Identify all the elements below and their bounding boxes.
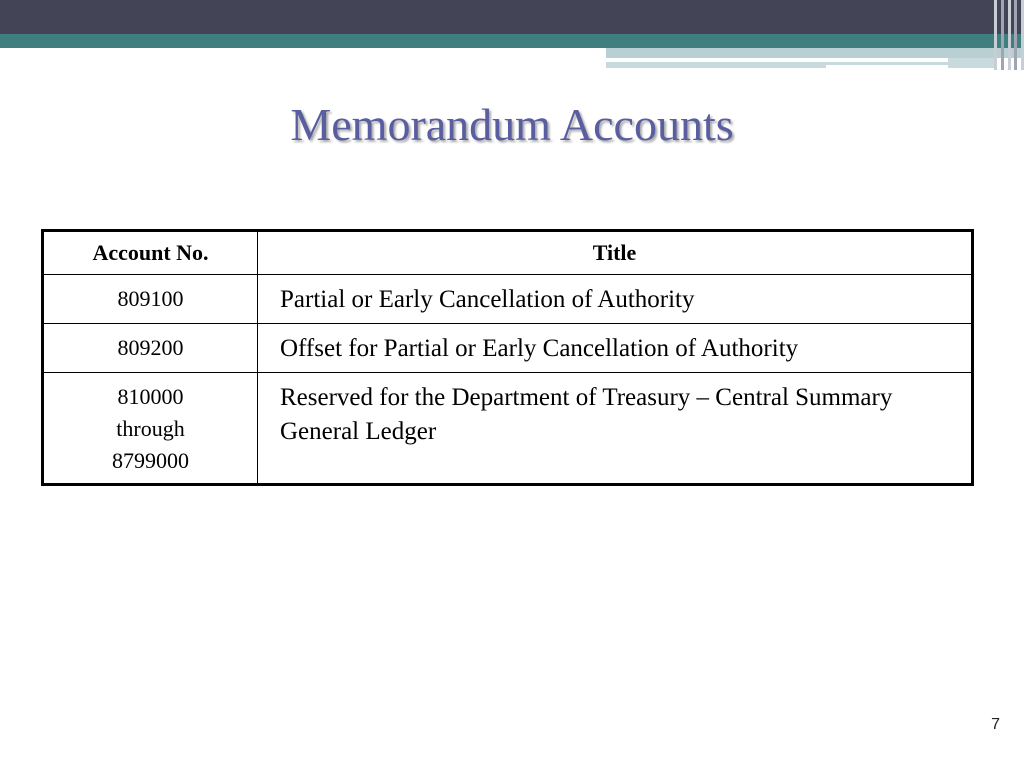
table-row — [43, 324, 973, 373]
column-header-title: Title — [258, 231, 973, 275]
accounts-table — [41, 229, 974, 486]
table-row — [43, 373, 973, 485]
table-row — [43, 275, 973, 324]
account-title-cell: Reserved for the Department of Treasury – Central Summary General Ledger — [258, 373, 973, 485]
account-title-cell: Offset for Partial or Early Cancellation of Authority — [258, 324, 973, 373]
table-header-row — [43, 231, 973, 275]
accent-band — [0, 34, 1024, 48]
account-number-cell: 810000 through 8799000 — [43, 373, 258, 485]
account-number-cell: 809100 — [43, 275, 258, 324]
header-band — [0, 0, 1024, 34]
slide-title: Memorandum Accounts — [290, 99, 734, 150]
decorative-stripe — [826, 62, 948, 65]
decorative-stripe — [606, 48, 1024, 58]
decorative-stripe — [948, 58, 994, 68]
page-number: 7 — [991, 716, 1000, 733]
account-number-cell: 809200 — [43, 324, 258, 373]
account-title-cell: Partial or Early Cancellation of Authority — [258, 275, 973, 324]
decorative-vertical-bars — [994, 0, 1024, 70]
decorative-stripe — [606, 62, 826, 68]
column-header-account-no: Account No. — [43, 231, 258, 275]
